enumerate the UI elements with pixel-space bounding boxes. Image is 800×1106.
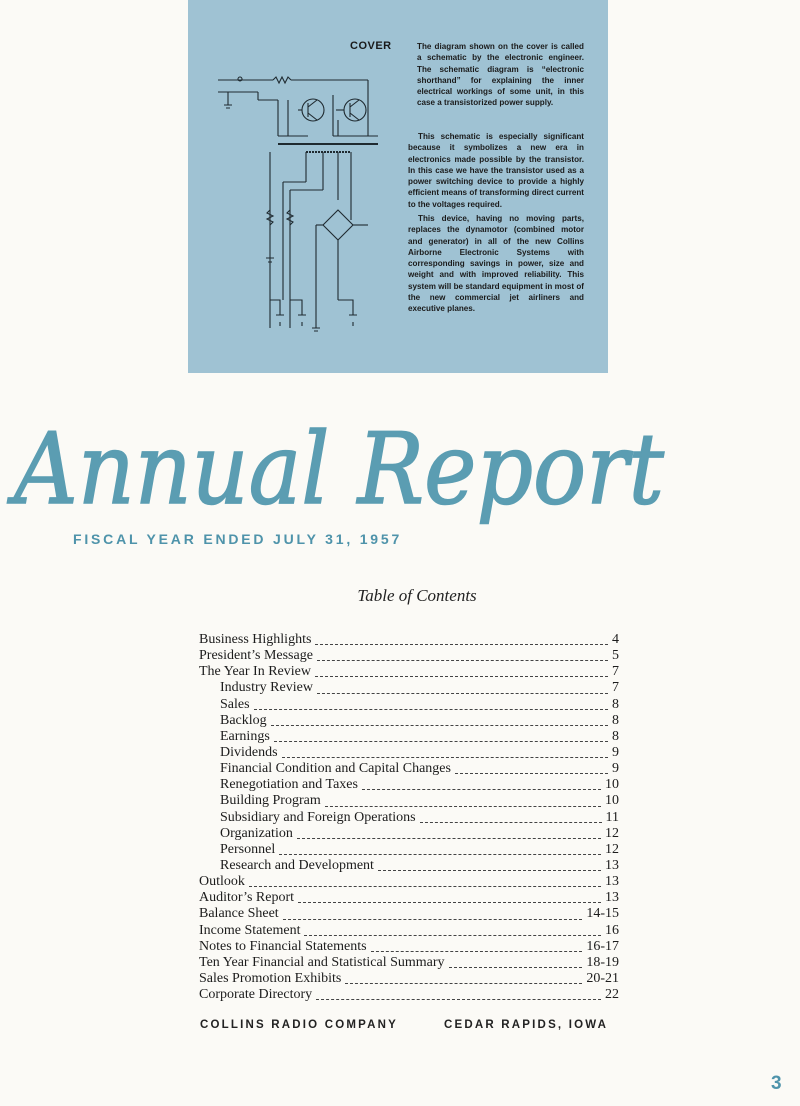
toc-entry	[199, 890, 619, 906]
transistor-schematic-diagram	[218, 60, 388, 335]
toc-entry-label: Renegotiation and Taxes	[220, 777, 358, 793]
toc-entry	[199, 664, 619, 680]
toc-entry-page: 13	[605, 857, 619, 873]
toc-leader-line	[304, 935, 601, 936]
toc-entry	[199, 923, 619, 939]
cover-paragraph-1: The diagram shown on the cover is called a schematic by the electronic engineer. The schematic diagram is “electronic shorthand” for explaining the inner electrical workings of some unit, in this case a transistorized power supply.	[417, 42, 584, 108]
toc-entry-page: 13	[605, 890, 619, 906]
toc-leader-line	[420, 822, 602, 823]
toc-entry-page: 4	[612, 632, 619, 647]
toc-leader-line	[274, 741, 608, 742]
toc-entry-label: Industry Review	[220, 680, 313, 696]
toc-entry-page: 14-15	[586, 906, 619, 922]
toc-entry-page: 9	[612, 761, 619, 777]
toc-entry	[199, 761, 619, 777]
toc-entry-label: Outlook	[199, 874, 245, 890]
toc-entry-label: Organization	[220, 825, 293, 841]
toc-entry	[199, 858, 619, 874]
toc-leader-line	[378, 870, 601, 871]
toc-entry-label: Financial Condition and Capital Changes	[220, 761, 451, 777]
page-number: 3	[771, 1073, 782, 1094]
toc-entry-label: Notes to Financial Statements	[199, 938, 367, 954]
toc-entry	[199, 987, 619, 1003]
toc-entry-label: The Year In Review	[199, 664, 311, 680]
cover-paragraph-2: This schematic is especially significant because it symbolizes a new era in electronics made possible by the transistor. In this case we have the transistor used as a power switching device to provide a highly efficient means of transforming direct current to the voltages required.	[408, 132, 584, 209]
toc-leader-line	[325, 806, 601, 807]
toc-entry	[199, 842, 619, 858]
toc-entry	[199, 793, 619, 809]
toc-entry-page: 18-19	[586, 954, 619, 970]
toc-entry	[199, 939, 619, 955]
fiscal-year-subtitle: FISCAL YEAR ENDED JULY 31, 1957	[73, 531, 403, 547]
toc-leader-line	[298, 902, 601, 903]
toc-leader-line	[362, 789, 601, 790]
toc-entry-label: Corporate Directory	[199, 987, 313, 1003]
toc-leader-line	[279, 854, 601, 855]
toc-entry-page: 12	[605, 841, 619, 857]
company-name: COLLINS RADIO COMPANY	[200, 1019, 399, 1031]
toc-entry	[199, 697, 619, 713]
toc-entry	[199, 713, 619, 729]
table-of-contents	[199, 632, 619, 1003]
toc-entry-label: Research and Development	[220, 857, 374, 873]
toc-entry-label: Sales	[220, 696, 250, 712]
toc-entry	[199, 826, 619, 842]
toc-entry	[199, 971, 619, 987]
toc-entry-label: Ten Year Financial and Statistical Summary	[199, 954, 445, 970]
toc-entry-label: Earnings	[220, 728, 270, 744]
toc-leader-line	[371, 951, 583, 952]
toc-entry-label: Auditor’s Report	[199, 890, 295, 906]
toc-entry	[199, 874, 619, 890]
cover-label: COVER	[350, 40, 392, 52]
toc-entry-label: Personnel	[220, 841, 276, 857]
toc-entry-page: 8	[612, 696, 619, 712]
toc-entry-page: 7	[612, 680, 619, 696]
toc-entry-page: 7	[612, 664, 619, 680]
toc-heading: Table of Contents	[357, 586, 477, 605]
toc-entry	[199, 648, 619, 664]
cover-paragraph-3: This device, having no moving parts, replaces the dynamotor (combined motor and generator) in all of the new Collins Airborne Electronic Systems with corresponding savings in power, size and weight and with improved reliability. This system will be standard equipment in most of the new commercial jet airliners and executive planes.	[408, 214, 584, 314]
toc-entry-label: Dividends	[220, 744, 278, 760]
toc-entry-label: Backlog	[220, 712, 267, 728]
toc-entry-page: 20-21	[586, 970, 619, 986]
toc-entry-label: Subsidiary and Foreign Operations	[220, 809, 416, 825]
toc-entry-label: Income Statement	[199, 922, 301, 938]
toc-leader-line	[271, 725, 608, 726]
toc-entry-page: 13	[605, 874, 619, 890]
toc-entry-page: 12	[605, 825, 619, 841]
toc-entry-page: 10	[605, 793, 619, 809]
toc-entry-label: President’s Message	[199, 648, 313, 664]
toc-entry-page: 10	[605, 777, 619, 793]
toc-entry-page: 16-17	[586, 938, 619, 954]
toc-entry-page: 8	[612, 728, 619, 744]
toc-entry	[199, 810, 619, 826]
company-location: CEDAR RAPIDS, IOWA	[444, 1019, 609, 1031]
toc-leader-line	[297, 838, 601, 839]
toc-entry	[199, 745, 619, 761]
toc-entry-page: 8	[612, 712, 619, 728]
toc-entry	[199, 680, 619, 696]
toc-entry-page: 11	[605, 809, 619, 825]
toc-leader-line	[254, 709, 608, 710]
toc-leader-line	[455, 773, 608, 774]
toc-entry	[199, 632, 619, 648]
toc-entry	[199, 955, 619, 971]
toc-entry-label: Balance Sheet	[199, 906, 279, 922]
toc-leader-line	[317, 693, 608, 694]
toc-leader-line	[317, 660, 608, 661]
toc-leader-line	[315, 676, 608, 677]
toc-leader-line	[282, 757, 608, 758]
toc-entry	[199, 906, 619, 922]
toc-entry-page: 5	[612, 648, 619, 664]
toc-leader-line	[283, 919, 583, 920]
toc-leader-line	[345, 983, 582, 984]
toc-leader-line	[249, 886, 601, 887]
toc-leader-line	[449, 967, 583, 968]
toc-entry-page: 22	[605, 987, 619, 1003]
toc-entry-label: Business Highlights	[199, 632, 312, 647]
title-text: Annual Report	[6, 413, 665, 527]
toc-entry-label: Building Program	[220, 793, 321, 809]
toc-entry-label: Sales Promotion Exhibits	[199, 970, 342, 986]
toc-leader-line	[315, 644, 608, 645]
toc-leader-line	[316, 999, 601, 1000]
toc-entry	[199, 729, 619, 745]
toc-entry-page: 16	[605, 922, 619, 938]
toc-entry-page: 9	[612, 744, 619, 760]
toc-entry	[199, 777, 619, 793]
